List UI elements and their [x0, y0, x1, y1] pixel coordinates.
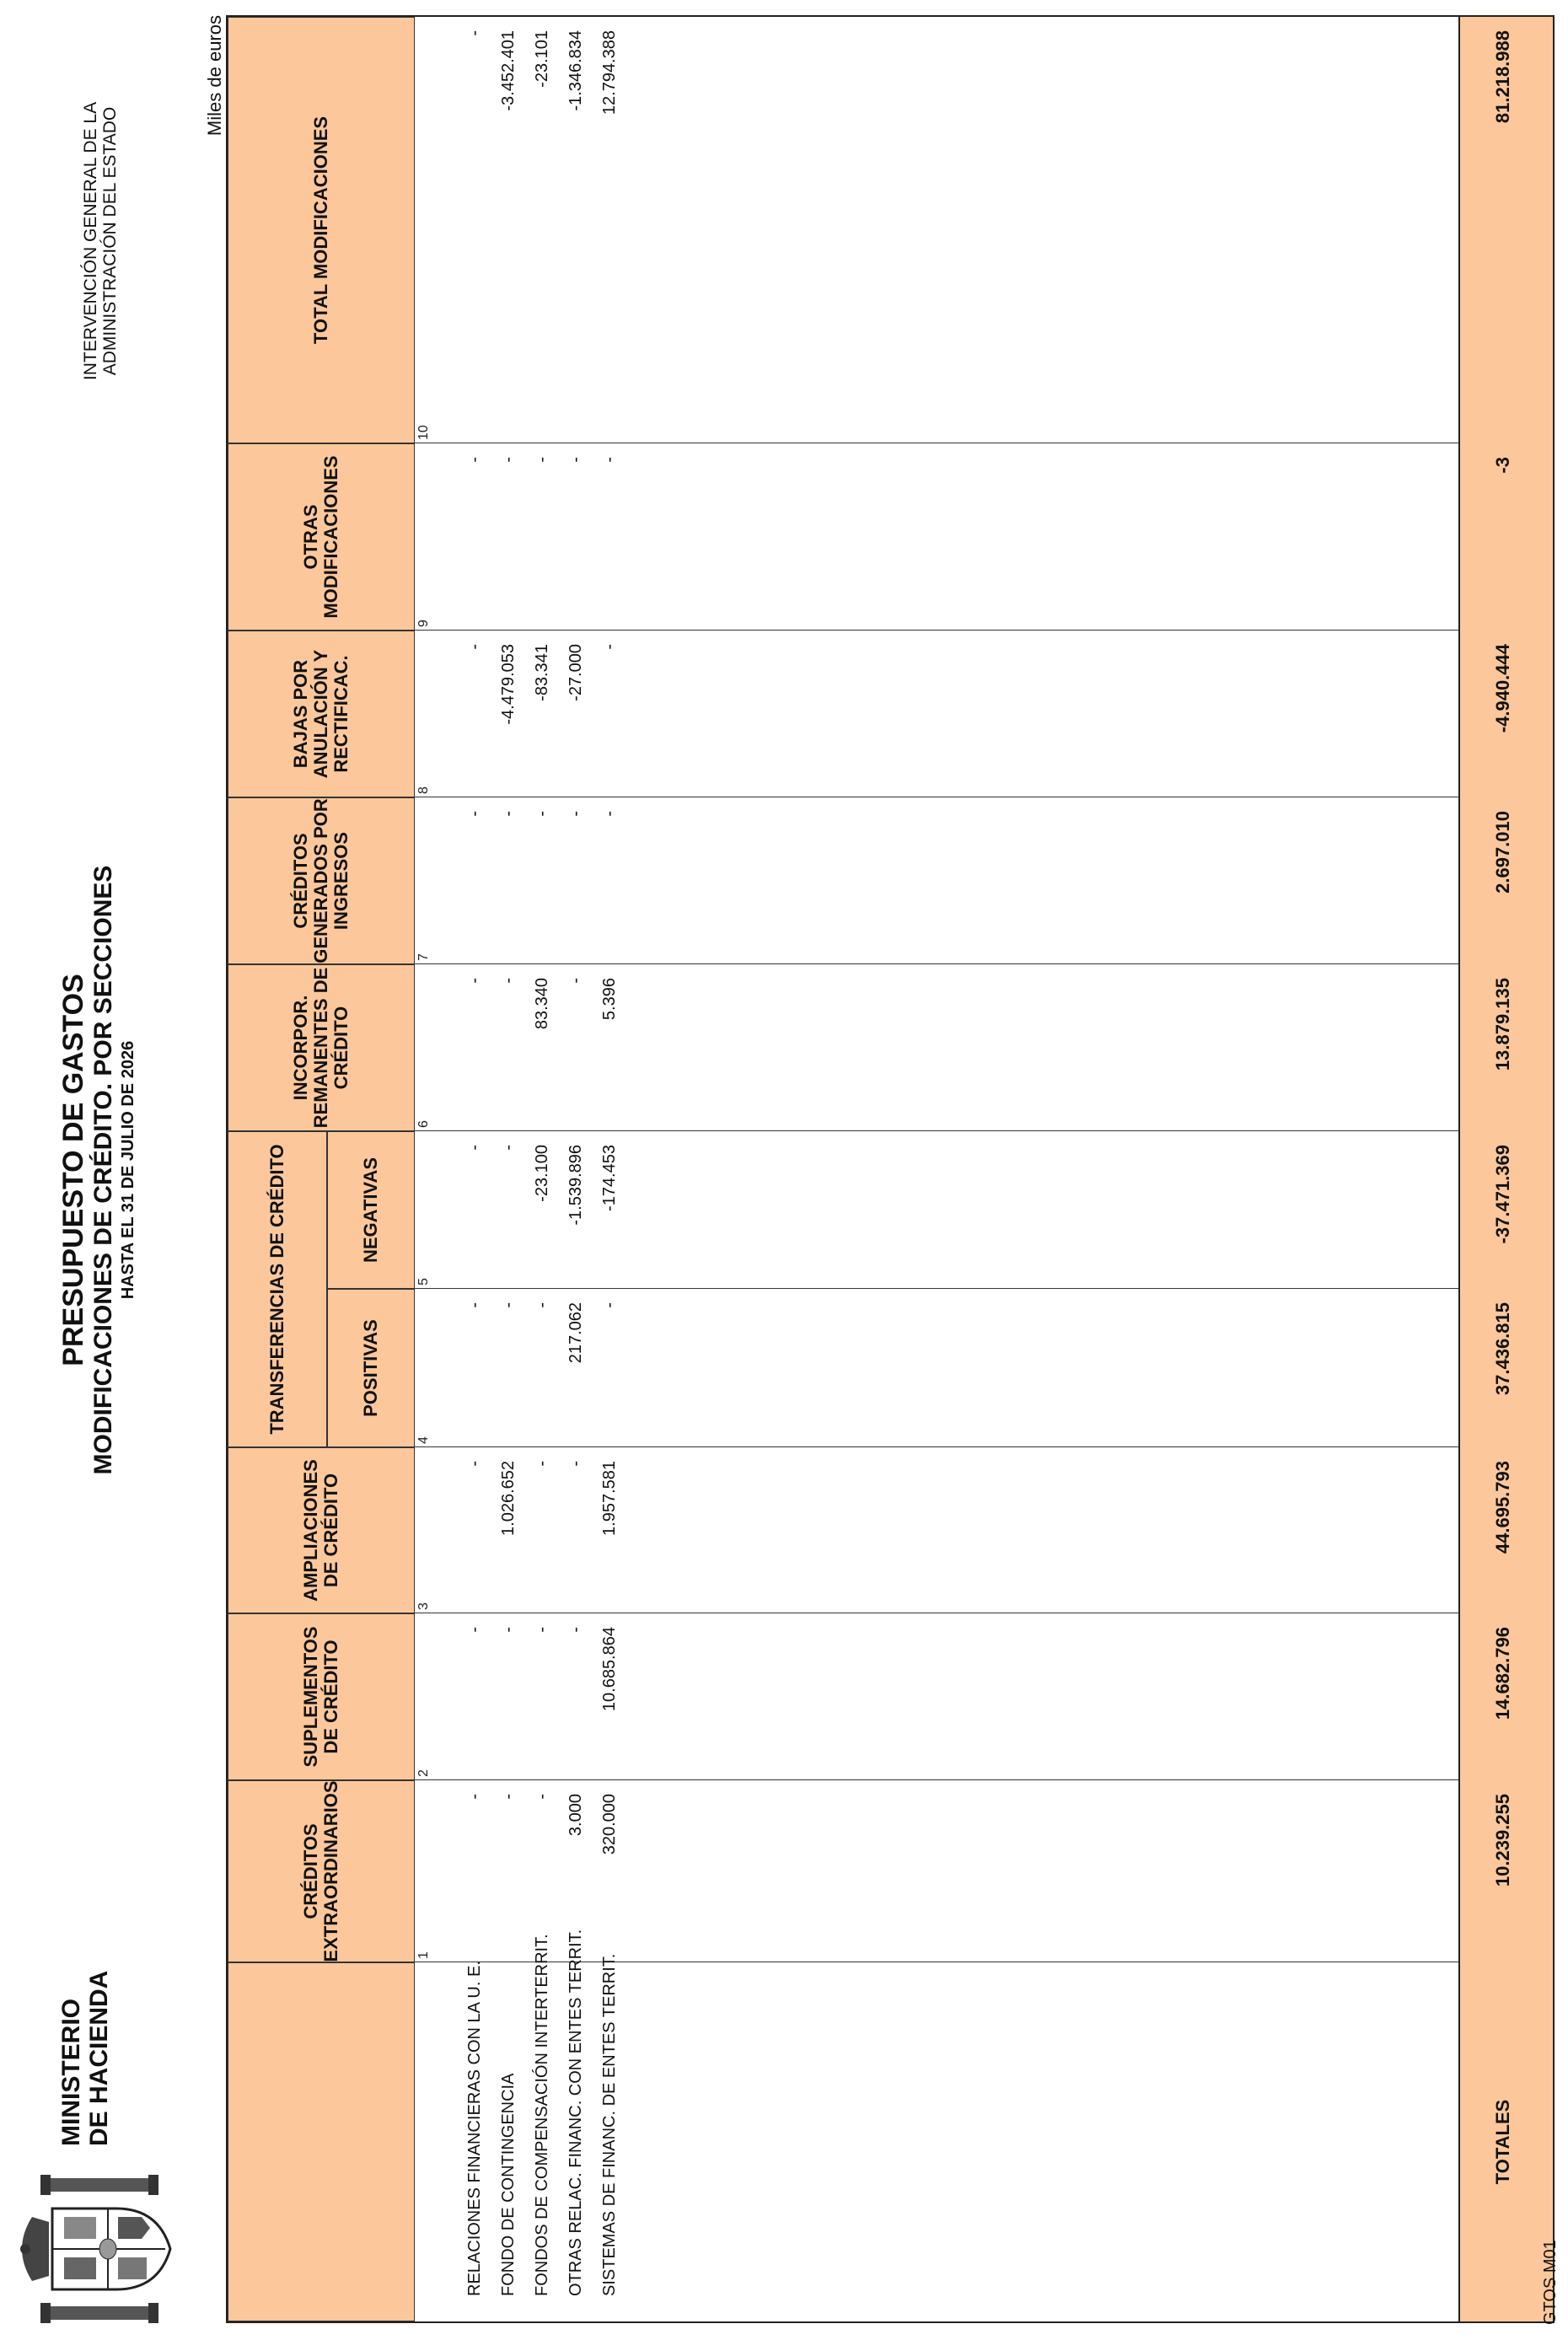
table-cell: - [499, 978, 518, 984]
table-cell: - [567, 811, 585, 817]
total-cell: 13.879.135 [1492, 978, 1513, 1071]
col-header-4: POSITIVAS [327, 1289, 415, 1447]
table-cell: 217.062 [567, 1302, 585, 1364]
col-number-6: 6 [416, 1120, 431, 1128]
col-header-1: CRÉDITOS EXTRAORDINARIOS [228, 1780, 415, 1962]
table-cell: - [465, 1302, 484, 1308]
units-label: Miles de euros [204, 15, 225, 137]
total-cell: 37.436.815 [1492, 1302, 1513, 1396]
table-cell: - [465, 811, 484, 817]
table-cell: - [499, 1302, 518, 1308]
table-cell: - [567, 457, 585, 463]
ministry-line1: MINISTERIO [57, 1998, 85, 2146]
table-cell: -83.341 [533, 644, 551, 701]
total-cell: -3 [1492, 457, 1513, 474]
col-header-9: OTRAS MODIFICACIONES [228, 443, 415, 631]
table-cell: - [533, 1302, 551, 1308]
issuer-line1: INTERVENCIÓN GENERAL DE LA [81, 101, 100, 381]
ministry-line2: DE HACIENDA [85, 1970, 113, 2146]
col-number-1: 1 [416, 1951, 431, 1959]
table-cell: 10.685.864 [600, 1627, 619, 1712]
row-label: FONDO DE CONTINGENCIA [499, 2073, 518, 2296]
table-cell: - [499, 1145, 518, 1151]
total-cell: -4.940.444 [1492, 644, 1513, 733]
table-cell: -23.101 [533, 30, 551, 88]
row-label: SISTEMAS DE FINANC. DE ENTES TERRIT. [600, 1953, 619, 2296]
col-header-7: CRÉDITOS GENERADOS POR INGRESOS [228, 797, 415, 964]
row-label: FONDOS DE COMPENSACIÓN INTERTERRIT. [533, 1934, 551, 2296]
table-cell: - [533, 811, 551, 817]
col-header-5: NEGATIVAS [327, 1131, 415, 1289]
table-cell: - [533, 1461, 551, 1467]
table-cell: -1.539.896 [567, 1145, 585, 1226]
row-label: OTRAS RELAC. FINANC. CON ENTES TERRIT. [567, 1929, 585, 2296]
total-cell: -37.471.369 [1492, 1145, 1513, 1244]
col-number-8: 8 [416, 786, 431, 794]
table-cell: - [465, 1461, 484, 1467]
col-header-6: INCORPOR. REMANENTES DE CRÉDITO [228, 964, 415, 1131]
table-cell: 320.000 [600, 1794, 619, 1855]
table-cell: 3.000 [567, 1794, 585, 1837]
total-cell: 44.695.793 [1492, 1461, 1513, 1554]
table-cell: - [567, 1627, 585, 1633]
row-header-blank [228, 1962, 415, 2321]
table-cell: - [465, 1627, 484, 1633]
report-title [57, 421, 138, 1919]
total-cell: 81.218.988 [1492, 30, 1513, 124]
table-cell: - [533, 1627, 551, 1633]
ministry-name [57, 1927, 113, 2146]
table-cell: - [600, 811, 619, 817]
total-cell: 10.239.255 [1492, 1794, 1513, 1887]
table-cell: - [465, 644, 484, 650]
totals-label: TOTALES [1492, 2099, 1513, 2185]
table-cell: -174.453 [600, 1145, 619, 1211]
col-number-4: 4 [416, 1436, 431, 1444]
col-header-10: TOTAL MODIFICACIONES [228, 17, 415, 443]
row-label: RELACIONES FINANCIERAS CON LA U. E. [465, 1961, 484, 2296]
table-cell: - [465, 30, 484, 36]
table-cell: -27.000 [567, 644, 585, 701]
table-cell: - [600, 457, 619, 463]
table-cell: - [465, 1145, 484, 1151]
total-cell: 14.682.796 [1492, 1627, 1513, 1720]
title-line1: PRESUPUESTO DE GASTOS [57, 974, 89, 1366]
total-cell: 2.697.010 [1492, 811, 1513, 894]
col-header-3: AMPLIACIONES DE CRÉDITO [228, 1447, 415, 1613]
table-cell: - [465, 1794, 484, 1800]
title-line2: MODIFICACIONES DE CRÉDITO. POR SECCIONES [89, 865, 117, 1475]
table-cell: 1.957.581 [600, 1461, 619, 1536]
form-code: GTOS M01 [1541, 2240, 1560, 2325]
group-header-transfers: TRANSFERENCIAS DE CRÉDITO [228, 1131, 327, 1447]
table-cell: - [567, 1461, 585, 1467]
coat-of-arms-icon [15, 2175, 175, 2323]
table-cell: - [499, 1627, 518, 1633]
table-cell: 5.396 [600, 978, 619, 1021]
issuer-line2: ADMINISTRACIÓN DEL ESTADO [100, 106, 120, 376]
col-number-2: 2 [416, 1769, 431, 1777]
table-cell: - [533, 1794, 551, 1800]
table-cell: 83.340 [533, 978, 551, 1030]
table-cell: - [567, 978, 585, 984]
col-number-5: 5 [416, 1278, 431, 1285]
table-cell: - [465, 457, 484, 463]
issuer [81, 30, 120, 452]
col-header-8: BAJAS POR ANULACIÓN Y RECTIFICAC. [228, 631, 415, 797]
table-cell: -1.346.834 [567, 30, 585, 111]
table-cell: - [600, 644, 619, 650]
table-cell: - [465, 978, 484, 984]
table-cell: - [499, 811, 518, 817]
table-cell: - [499, 1794, 518, 1800]
table-cell: 1.026.652 [499, 1461, 518, 1536]
col-number-9: 9 [416, 620, 431, 627]
modifications-table [226, 15, 1555, 2323]
title-line3: HASTA EL 31 DE JULIO DE 2026 [119, 1040, 137, 1300]
table-cell: -3.452.401 [499, 30, 518, 111]
table-cell: - [499, 457, 518, 463]
table-cell: 12.794.388 [600, 30, 619, 115]
table-cell: - [600, 1302, 619, 1308]
col-number-7: 7 [416, 953, 431, 961]
col-header-2: SUPLEMENTOS DE CRÉDITO [228, 1613, 415, 1780]
table-cell: - [533, 457, 551, 463]
table-cell: -4.479.053 [499, 644, 518, 725]
col-number-10: 10 [416, 425, 431, 440]
table-cell: -23.100 [533, 1145, 551, 1202]
col-number-3: 3 [416, 1602, 431, 1610]
